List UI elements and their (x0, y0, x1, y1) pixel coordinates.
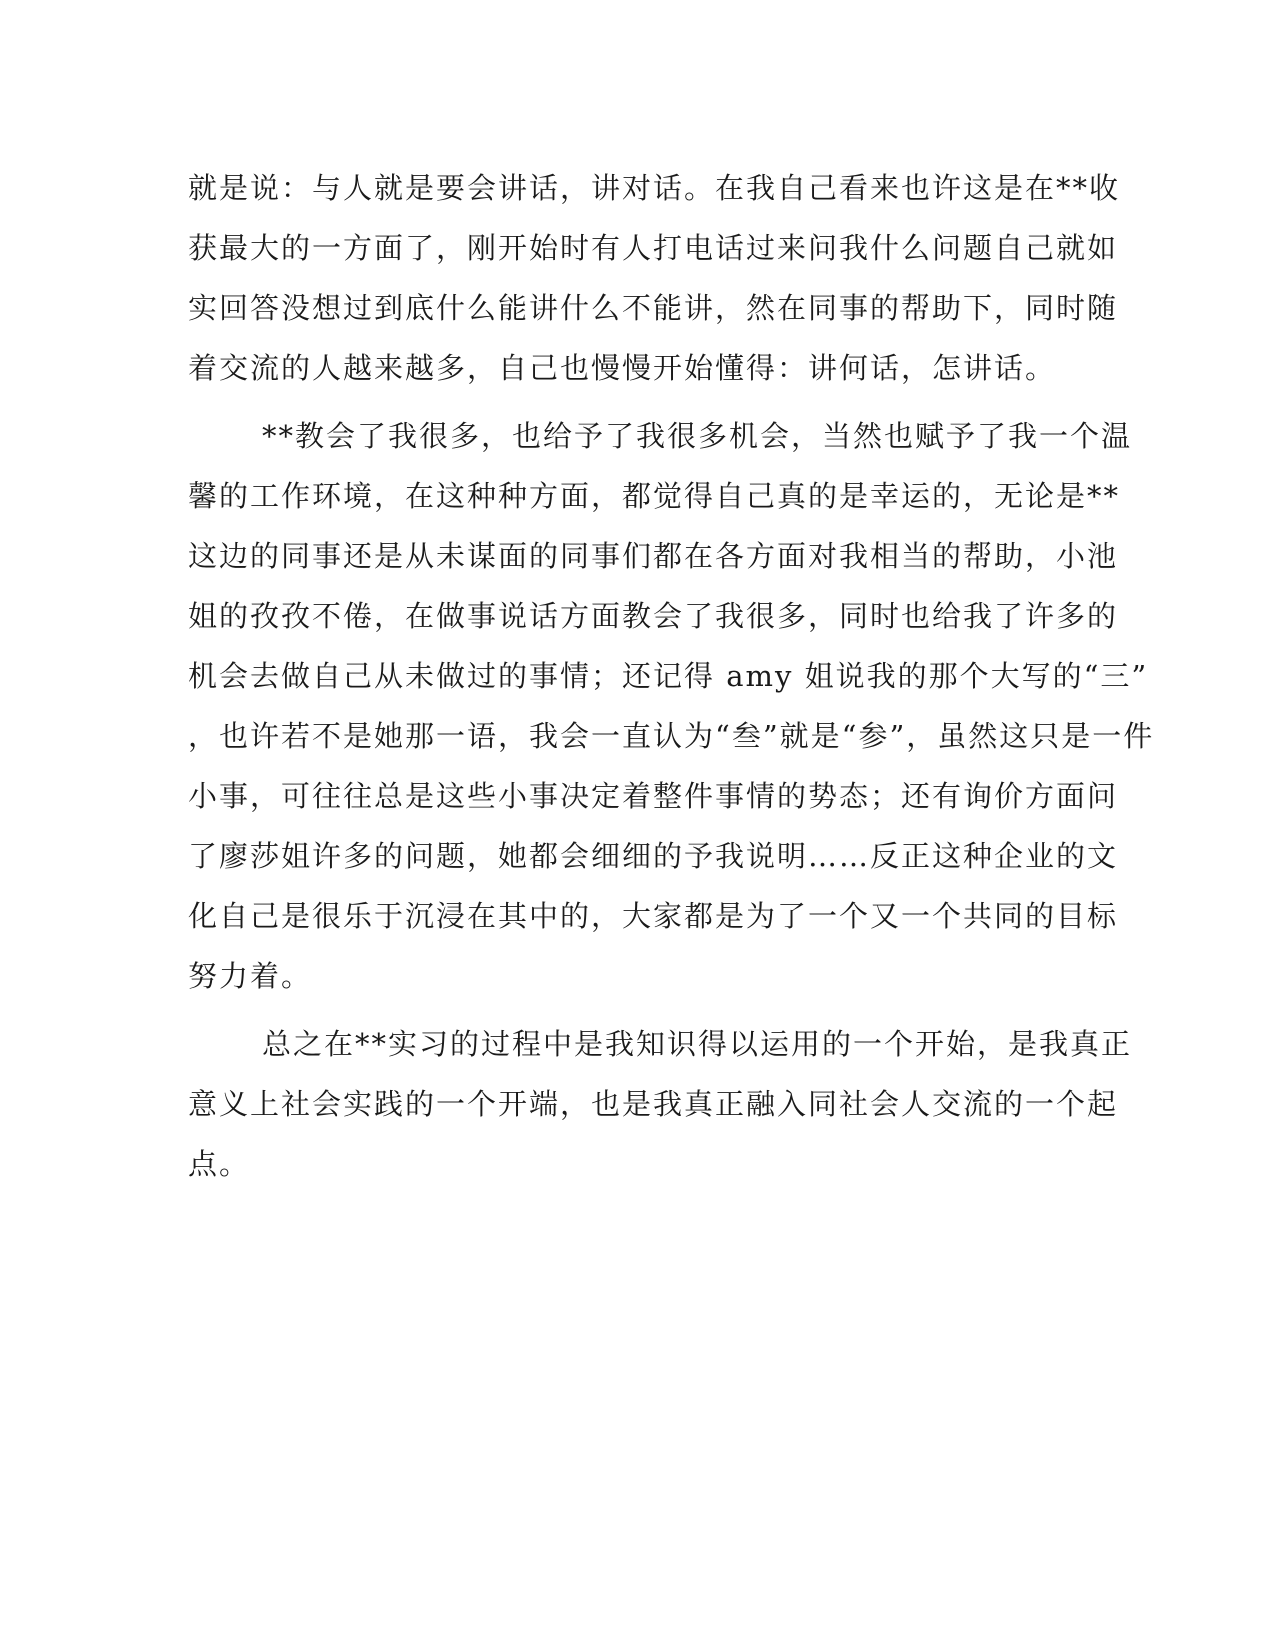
text-line: ，也许若不是她那一语，我会一直认为“叁”就是“参”，虽然这只是一件 (188, 719, 1155, 753)
text-line: **教会了我很多，也给予了我很多机会，当然也赋予了我一个温 (262, 419, 1133, 453)
text-line: 着交流的人越来越多，自己也慢慢开始懂得：讲何话，怎讲话。 (188, 351, 1057, 385)
paragraph-2 (188, 406, 1155, 1006)
paragraph-1 (188, 158, 1121, 398)
text-line: 实回答没想过到底什么能讲什么不能讲，然在同事的帮助下，同时随 (188, 291, 1119, 325)
text-line: 点。 (188, 1147, 251, 1181)
text-line: 就是说：与人就是要会讲话，讲对话。在我自己看来也许这是在**收 (188, 171, 1121, 205)
text-line: 获最大的一方面了，刚开始时有人打电话过来问我什么问题自己就如 (188, 231, 1119, 265)
text-line: 馨的工作环境，在这种种方面，都觉得自己真的是幸运的，无论是** (188, 479, 1121, 513)
text-line: 这边的同事还是从未谋面的同事们都在各方面对我相当的帮助，小池 (188, 539, 1119, 573)
text-line: 努力着。 (188, 959, 313, 993)
paragraph-3 (188, 1014, 1133, 1194)
text-line: 小事，可往往总是这些小事决定着整件事情的势态；还有询价方面问 (188, 779, 1119, 813)
text-line: 总之在**实习的过程中是我知识得以运用的一个开始，是我真正 (262, 1027, 1133, 1061)
text-line: 意义上社会实践的一个开端，也是我真正融入同社会人交流的一个起 (188, 1087, 1119, 1121)
text-line: 机会去做自己从未做过的事情；还记得 amy 姐说我的那个大写的“三” (188, 659, 1149, 693)
text-line: 了廖莎姐许多的问题，她都会细细的予我说明……反正这种企业的文 (188, 839, 1119, 873)
text-line: 化自己是很乐于沉浸在其中的，大家都是为了一个又一个共同的目标 (188, 899, 1119, 933)
text-line: 姐的孜孜不倦，在做事说话方面教会了我很多，同时也给我了许多的 (188, 599, 1119, 633)
body-text (188, 158, 1155, 1194)
